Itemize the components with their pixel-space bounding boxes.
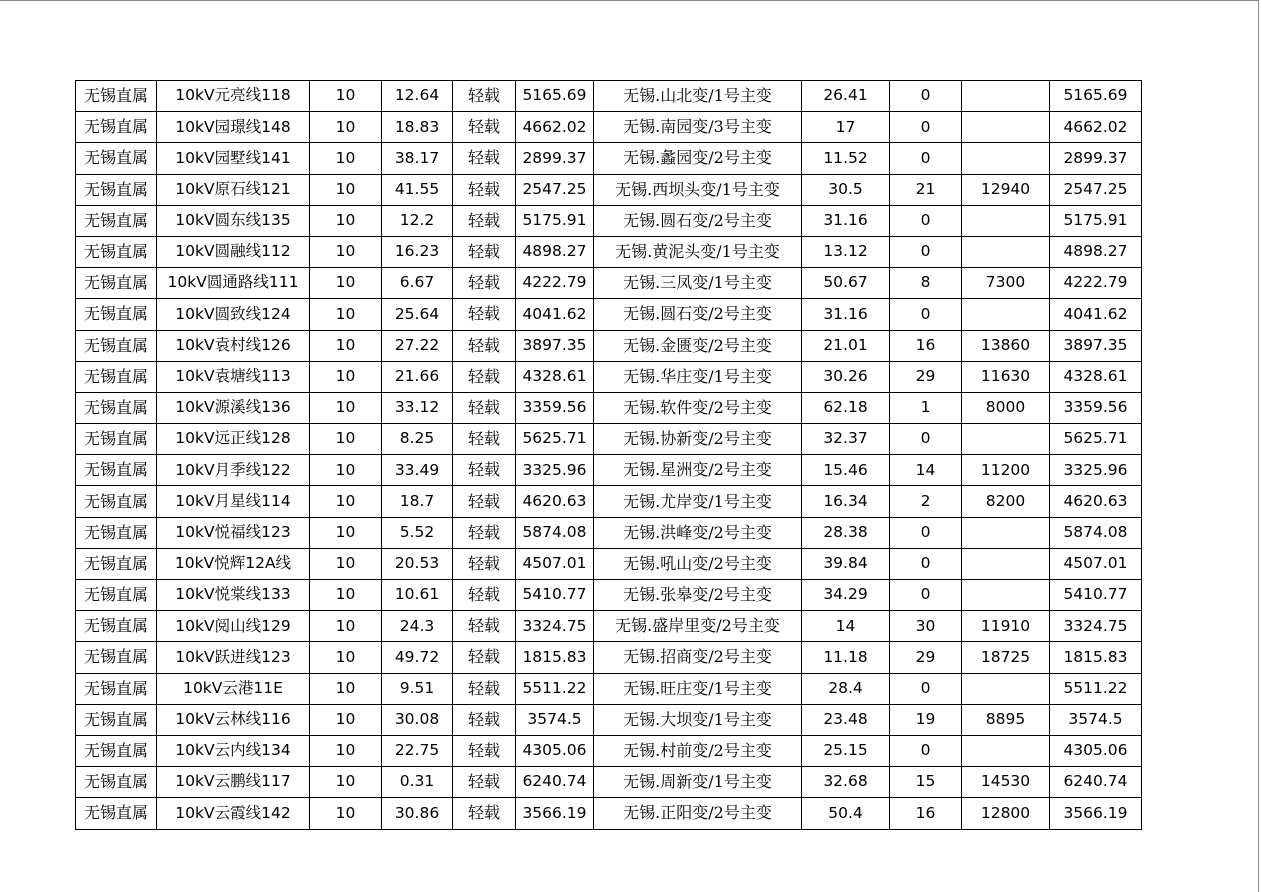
substation-transformer-cell: 无锡.山北变/1号主变 [594,81,802,112]
margin-cell: 3574.5 [516,704,594,735]
substation-transformer-cell: 无锡.洪峰变/2号主变 [594,517,802,548]
margin-cell: 5625.71 [516,424,594,455]
capacity-cell [962,424,1050,455]
margin-cell: 4041.62 [516,299,594,330]
table-row [76,548,1142,579]
unit-cell: 无锡直属 [76,299,157,330]
count-cell: 0 [890,424,962,455]
capacity-cell [962,112,1050,143]
transformer-load-cell: 17 [802,112,890,143]
load-rate-cell: 38.17 [382,143,453,174]
available-capacity-cell: 2899.37 [1050,143,1142,174]
capacity-cell: 11630 [962,361,1050,392]
substation-transformer-cell: 无锡.吼山变/2号主变 [594,548,802,579]
line-name-cell: 10kV园墅线141 [157,143,310,174]
available-capacity-cell: 5511.22 [1050,673,1142,704]
load-status-cell: 轻载 [453,548,516,579]
feeder-load-table [75,80,1142,830]
unit-cell: 无锡直属 [76,455,157,486]
substation-transformer-cell: 无锡.旺庄变/1号主变 [594,673,802,704]
unit-cell: 无锡直属 [76,330,157,361]
load-status-cell: 轻载 [453,112,516,143]
load-rate-cell: 18.83 [382,112,453,143]
load-status-cell: 轻载 [453,236,516,267]
voltage-cell: 10 [310,392,382,423]
count-cell: 0 [890,236,962,267]
margin-cell: 3325.96 [516,455,594,486]
load-rate-cell: 33.49 [382,455,453,486]
load-rate-cell: 10.61 [382,580,453,611]
margin-cell: 3897.35 [516,330,594,361]
available-capacity-cell: 4620.63 [1050,486,1142,517]
load-rate-cell: 33.12 [382,392,453,423]
capacity-cell [962,548,1050,579]
transformer-load-cell: 16.34 [802,486,890,517]
unit-cell: 无锡直属 [76,236,157,267]
load-status-cell: 轻载 [453,205,516,236]
voltage-cell: 10 [310,112,382,143]
margin-cell: 6240.74 [516,767,594,798]
voltage-cell: 10 [310,205,382,236]
voltage-cell: 10 [310,798,382,829]
load-status-cell: 轻载 [453,642,516,673]
margin-cell: 1815.83 [516,642,594,673]
capacity-cell [962,299,1050,330]
load-status-cell: 轻载 [453,268,516,299]
count-cell: 1 [890,392,962,423]
available-capacity-cell: 3325.96 [1050,455,1142,486]
load-rate-cell: 0.31 [382,767,453,798]
line-name-cell: 10kV悦辉12A线 [157,548,310,579]
transformer-load-cell: 26.41 [802,81,890,112]
margin-cell: 5410.77 [516,580,594,611]
load-status-cell: 轻载 [453,174,516,205]
load-status-cell: 轻载 [453,392,516,423]
available-capacity-cell: 4898.27 [1050,236,1142,267]
margin-cell: 3566.19 [516,798,594,829]
substation-transformer-cell: 无锡.大坝变/1号主变 [594,704,802,735]
voltage-cell: 10 [310,268,382,299]
substation-transformer-cell: 无锡.正阳变/2号主变 [594,798,802,829]
count-cell: 0 [890,299,962,330]
voltage-cell: 10 [310,330,382,361]
transformer-load-cell: 25.15 [802,735,890,766]
count-cell: 8 [890,268,962,299]
load-rate-cell: 20.53 [382,548,453,579]
table-body [76,81,1142,830]
transformer-load-cell: 21.01 [802,330,890,361]
unit-cell: 无锡直属 [76,517,157,548]
transformer-load-cell: 31.16 [802,299,890,330]
available-capacity-cell: 3897.35 [1050,330,1142,361]
line-name-cell: 10kV源溪线136 [157,392,310,423]
capacity-cell: 14530 [962,767,1050,798]
table-row [76,236,1142,267]
transformer-load-cell: 28.38 [802,517,890,548]
capacity-cell: 13860 [962,330,1050,361]
page-right-border [1258,0,1259,892]
line-name-cell: 10kV元亮线118 [157,81,310,112]
capacity-cell: 12800 [962,798,1050,829]
table-row [76,112,1142,143]
transformer-load-cell: 11.52 [802,143,890,174]
voltage-cell: 10 [310,548,382,579]
unit-cell: 无锡直属 [76,704,157,735]
load-rate-cell: 12.2 [382,205,453,236]
table-row [76,486,1142,517]
load-status-cell: 轻载 [453,704,516,735]
table-row [76,735,1142,766]
margin-cell: 4305.06 [516,735,594,766]
margin-cell: 5165.69 [516,81,594,112]
capacity-cell [962,580,1050,611]
transformer-load-cell: 50.67 [802,268,890,299]
margin-cell: 5511.22 [516,673,594,704]
substation-transformer-cell: 无锡.黄泥头变/1号主变 [594,236,802,267]
table-row [76,392,1142,423]
voltage-cell: 10 [310,735,382,766]
line-name-cell: 10kV圆通路线111 [157,268,310,299]
voltage-cell: 10 [310,299,382,330]
count-cell: 0 [890,112,962,143]
load-rate-cell: 16.23 [382,236,453,267]
substation-transformer-cell: 无锡.南园变/3号主变 [594,112,802,143]
substation-transformer-cell: 无锡.周新变/1号主变 [594,767,802,798]
capacity-cell: 8895 [962,704,1050,735]
load-status-cell: 轻载 [453,361,516,392]
transformer-load-cell: 15.46 [802,455,890,486]
load-rate-cell: 9.51 [382,673,453,704]
available-capacity-cell: 3359.56 [1050,392,1142,423]
table-row [76,798,1142,829]
line-name-cell: 10kV云鹏线117 [157,767,310,798]
count-cell: 2 [890,486,962,517]
available-capacity-cell: 5625.71 [1050,424,1142,455]
count-cell: 14 [890,455,962,486]
margin-cell: 4222.79 [516,268,594,299]
available-capacity-cell: 6240.74 [1050,767,1142,798]
load-rate-cell: 25.64 [382,299,453,330]
table-row [76,580,1142,611]
substation-transformer-cell: 无锡.尤岸变/1号主变 [594,486,802,517]
voltage-cell: 10 [310,424,382,455]
margin-cell: 5874.08 [516,517,594,548]
substation-transformer-cell: 无锡.村前变/2号主变 [594,735,802,766]
line-name-cell: 10kV悦棠线133 [157,580,310,611]
line-name-cell: 10kV月季线122 [157,455,310,486]
table-row [76,455,1142,486]
capacity-cell [962,735,1050,766]
unit-cell: 无锡直属 [76,361,157,392]
available-capacity-cell: 4305.06 [1050,735,1142,766]
substation-transformer-cell: 无锡.圆石变/2号主变 [594,205,802,236]
load-rate-cell: 30.86 [382,798,453,829]
unit-cell: 无锡直属 [76,611,157,642]
transformer-load-cell: 11.18 [802,642,890,673]
transformer-load-cell: 32.68 [802,767,890,798]
capacity-cell: 11200 [962,455,1050,486]
unit-cell: 无锡直属 [76,735,157,766]
load-status-cell: 轻载 [453,798,516,829]
count-cell: 30 [890,611,962,642]
transformer-load-cell: 31.16 [802,205,890,236]
transformer-load-cell: 34.29 [802,580,890,611]
load-rate-cell: 41.55 [382,174,453,205]
available-capacity-cell: 4328.61 [1050,361,1142,392]
count-cell: 16 [890,330,962,361]
load-rate-cell: 12.64 [382,81,453,112]
count-cell: 0 [890,81,962,112]
line-name-cell: 10kV悦福线123 [157,517,310,548]
count-cell: 15 [890,767,962,798]
substation-transformer-cell: 无锡.西坝头变/1号主变 [594,174,802,205]
unit-cell: 无锡直属 [76,798,157,829]
margin-cell: 4328.61 [516,361,594,392]
load-rate-cell: 21.66 [382,361,453,392]
substation-transformer-cell: 无锡.张皋变/2号主变 [594,580,802,611]
page-top-border [0,0,1258,1]
substation-transformer-cell: 无锡.金匮变/2号主变 [594,330,802,361]
capacity-cell: 12940 [962,174,1050,205]
count-cell: 0 [890,143,962,174]
available-capacity-cell: 5410.77 [1050,580,1142,611]
line-name-cell: 10kV袁塘线113 [157,361,310,392]
substation-transformer-cell: 无锡.蠡园变/2号主变 [594,143,802,174]
table-row [76,143,1142,174]
table-row [76,361,1142,392]
voltage-cell: 10 [310,486,382,517]
table-row [76,673,1142,704]
substation-transformer-cell: 无锡.圆石变/2号主变 [594,299,802,330]
unit-cell: 无锡直属 [76,424,157,455]
available-capacity-cell: 3324.75 [1050,611,1142,642]
available-capacity-cell: 4662.02 [1050,112,1142,143]
load-status-cell: 轻载 [453,299,516,330]
count-cell: 29 [890,361,962,392]
load-status-cell: 轻载 [453,486,516,517]
available-capacity-cell: 3566.19 [1050,798,1142,829]
table-row [76,767,1142,798]
substation-transformer-cell: 无锡.三凤变/1号主变 [594,268,802,299]
line-name-cell: 10kV原石线121 [157,174,310,205]
available-capacity-cell: 4041.62 [1050,299,1142,330]
line-name-cell: 10kV跃进线123 [157,642,310,673]
capacity-cell [962,205,1050,236]
unit-cell: 无锡直属 [76,112,157,143]
voltage-cell: 10 [310,611,382,642]
capacity-cell [962,673,1050,704]
line-name-cell: 10kV云林线116 [157,704,310,735]
line-name-cell: 10kV圆致线124 [157,299,310,330]
transformer-load-cell: 30.26 [802,361,890,392]
transformer-load-cell: 62.18 [802,392,890,423]
available-capacity-cell: 5175.91 [1050,205,1142,236]
table-row [76,174,1142,205]
transformer-load-cell: 23.48 [802,704,890,735]
voltage-cell: 10 [310,767,382,798]
capacity-cell [962,236,1050,267]
line-name-cell: 10kV月星线114 [157,486,310,517]
load-rate-cell: 8.25 [382,424,453,455]
count-cell: 0 [890,580,962,611]
available-capacity-cell: 5874.08 [1050,517,1142,548]
table-row [76,299,1142,330]
voltage-cell: 10 [310,517,382,548]
transformer-load-cell: 28.4 [802,673,890,704]
margin-cell: 3359.56 [516,392,594,423]
count-cell: 19 [890,704,962,735]
available-capacity-cell: 4222.79 [1050,268,1142,299]
count-cell: 21 [890,174,962,205]
load-status-cell: 轻载 [453,143,516,174]
line-name-cell: 10kV云港11E [157,673,310,704]
table-row [76,517,1142,548]
load-status-cell: 轻载 [453,81,516,112]
transformer-load-cell: 13.12 [802,236,890,267]
margin-cell: 5175.91 [516,205,594,236]
voltage-cell: 10 [310,143,382,174]
transformer-load-cell: 14 [802,611,890,642]
table-row [76,268,1142,299]
voltage-cell: 10 [310,455,382,486]
available-capacity-cell: 2547.25 [1050,174,1142,205]
margin-cell: 3324.75 [516,611,594,642]
table-row [76,642,1142,673]
substation-transformer-cell: 无锡.华庄变/1号主变 [594,361,802,392]
unit-cell: 无锡直属 [76,767,157,798]
unit-cell: 无锡直属 [76,143,157,174]
substation-transformer-cell: 无锡.协新变/2号主变 [594,424,802,455]
table-row [76,424,1142,455]
load-rate-cell: 22.75 [382,735,453,766]
table-row [76,611,1142,642]
load-status-cell: 轻载 [453,517,516,548]
load-status-cell: 轻载 [453,455,516,486]
capacity-cell: 8200 [962,486,1050,517]
unit-cell: 无锡直属 [76,642,157,673]
load-status-cell: 轻载 [453,330,516,361]
substation-transformer-cell: 无锡.软件变/2号主变 [594,392,802,423]
available-capacity-cell: 3574.5 [1050,704,1142,735]
table-row [76,81,1142,112]
capacity-cell: 18725 [962,642,1050,673]
voltage-cell: 10 [310,642,382,673]
load-status-cell: 轻载 [453,611,516,642]
line-name-cell: 10kV袁村线126 [157,330,310,361]
line-name-cell: 10kV远正线128 [157,424,310,455]
substation-transformer-cell: 无锡.盛岸里变/2号主变 [594,611,802,642]
substation-transformer-cell: 无锡.招商变/2号主变 [594,642,802,673]
unit-cell: 无锡直属 [76,268,157,299]
margin-cell: 4662.02 [516,112,594,143]
line-name-cell: 10kV圆融线112 [157,236,310,267]
substation-transformer-cell: 无锡.星洲变/2号主变 [594,455,802,486]
line-name-cell: 10kV云内线134 [157,735,310,766]
load-rate-cell: 5.52 [382,517,453,548]
capacity-cell [962,517,1050,548]
load-status-cell: 轻载 [453,767,516,798]
load-rate-cell: 49.72 [382,642,453,673]
margin-cell: 4507.01 [516,548,594,579]
count-cell: 0 [890,735,962,766]
unit-cell: 无锡直属 [76,81,157,112]
transformer-load-cell: 32.37 [802,424,890,455]
unit-cell: 无锡直属 [76,580,157,611]
load-rate-cell: 6.67 [382,268,453,299]
unit-cell: 无锡直属 [76,174,157,205]
transformer-load-cell: 30.5 [802,174,890,205]
unit-cell: 无锡直属 [76,548,157,579]
margin-cell: 2547.25 [516,174,594,205]
transformer-load-cell: 39.84 [802,548,890,579]
voltage-cell: 10 [310,704,382,735]
count-cell: 0 [890,517,962,548]
table-row [76,704,1142,735]
load-status-cell: 轻载 [453,735,516,766]
available-capacity-cell: 4507.01 [1050,548,1142,579]
line-name-cell: 10kV圆东线135 [157,205,310,236]
voltage-cell: 10 [310,81,382,112]
count-cell: 29 [890,642,962,673]
margin-cell: 4898.27 [516,236,594,267]
voltage-cell: 10 [310,673,382,704]
load-rate-cell: 24.3 [382,611,453,642]
available-capacity-cell: 1815.83 [1050,642,1142,673]
unit-cell: 无锡直属 [76,673,157,704]
unit-cell: 无锡直属 [76,392,157,423]
count-cell: 16 [890,798,962,829]
load-status-cell: 轻载 [453,580,516,611]
count-cell: 0 [890,548,962,579]
capacity-cell: 11910 [962,611,1050,642]
capacity-cell: 7300 [962,268,1050,299]
count-cell: 0 [890,673,962,704]
capacity-cell [962,143,1050,174]
line-name-cell: 10kV云霞线142 [157,798,310,829]
transformer-load-cell: 50.4 [802,798,890,829]
available-capacity-cell: 5165.69 [1050,81,1142,112]
voltage-cell: 10 [310,174,382,205]
count-cell: 0 [890,205,962,236]
load-rate-cell: 30.08 [382,704,453,735]
capacity-cell: 8000 [962,392,1050,423]
voltage-cell: 10 [310,580,382,611]
voltage-cell: 10 [310,236,382,267]
line-name-cell: 10kV阅山线129 [157,611,310,642]
margin-cell: 4620.63 [516,486,594,517]
unit-cell: 无锡直属 [76,486,157,517]
table-row [76,330,1142,361]
load-rate-cell: 18.7 [382,486,453,517]
table-row [76,205,1142,236]
load-status-cell: 轻载 [453,673,516,704]
line-name-cell: 10kV园璟线148 [157,112,310,143]
load-status-cell: 轻载 [453,424,516,455]
margin-cell: 2899.37 [516,143,594,174]
capacity-cell [962,81,1050,112]
unit-cell: 无锡直属 [76,205,157,236]
voltage-cell: 10 [310,361,382,392]
load-rate-cell: 27.22 [382,330,453,361]
